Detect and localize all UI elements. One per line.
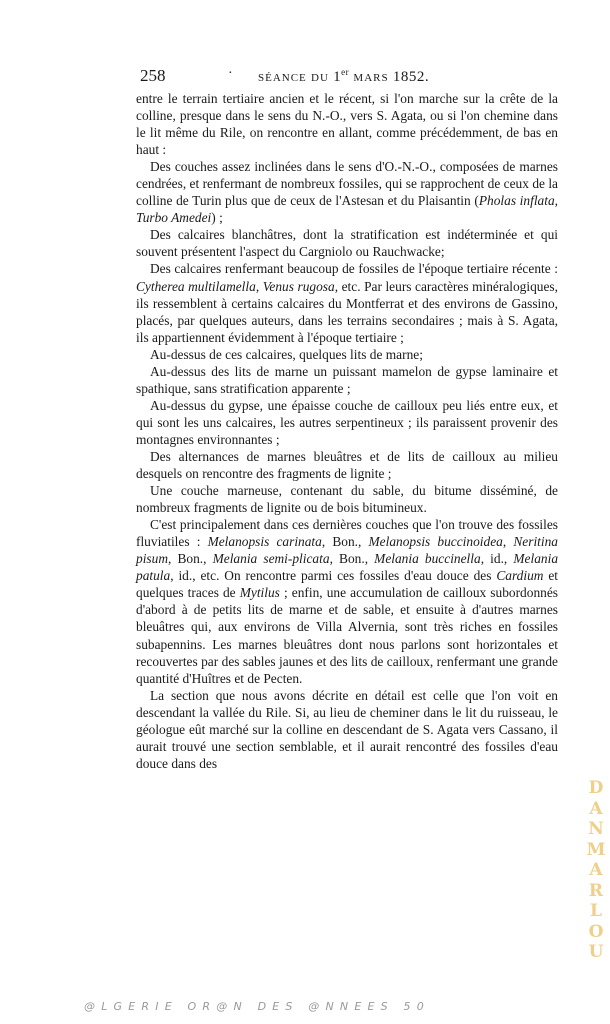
paragraph-10 (136, 516, 558, 686)
species-melania-semi-plicata: Melania semi-plicata (212, 551, 330, 567)
paragraph-7: Au-dessus du gypse, une épaisse couche de cailloux peu liés entre eux, et qui sont les uns calcaires, les autres serpentineux ; ils paraissent provenir des montagnes environnantes ; (136, 397, 558, 447)
paragraph-2 (136, 158, 558, 226)
paragraph-10-t8: ; enfin, une accumulation de cailloux subordonnés d'abord à de petits lits de marne et de sable, et ensuite à d'autres marnes bleuâtres qui, aux environs de Villa Alvernia, sont très riches en fossiles subapennins. Les marnes bleuâtres dont nous parlons sont horizontales et recouvertes par des sables jaunes et des lits de cailloux, renfermant une grande quantité d'Huîtres et de Pecten. (136, 585, 558, 686)
species-cytherea: Cytherea multilamella (136, 278, 256, 294)
paragraph-2-text: Des couches assez inclinées dans le sens d'O.-N.-O., composées de marnes cendrées, et renfermant de nombreux fossiles, qui se rapprochent de ceux de la colline de Turin plus que de ceux de l'Astesan et du Plaisantin (136, 159, 558, 209)
species-mytilus: Mytilus (239, 585, 280, 601)
paragraph-6: Au-dessus des lits de marne un puissant mamelon de gypse laminaire et spathique, sans stratification apparente ; (136, 363, 558, 396)
paragraph-9: Une couche marneuse, contenant du sable, du bitume disséminé, de nombreux fragments de lignite ou de bois bitumineux. (136, 483, 558, 516)
species-melania-buccinella: Melania buccinella (374, 551, 481, 567)
paragraph-10-t7: et quelques traces de (136, 568, 558, 601)
running-head-day: 1 (333, 69, 342, 85)
paragraph-4-rest: , etc. Par leurs caractères minéralogiques, ils ressemblent à certains calcaires du Montferrat et des environs de Gassino, placés, par quelques auteurs, dans les terrains secondaires ; mais à S. Agata, ils appartiennent évidemment à l'époque tertiaire ; (136, 278, 558, 345)
species-melania-patula: Melania patula (136, 551, 559, 584)
species-pholas-turbo: Pholas inflata, Turbo Amedei (136, 193, 558, 226)
running-head-year: 1852. (392, 69, 430, 85)
paragraph-5: Au-dessus de ces calcaires, quelques lits de marne; (150, 346, 423, 362)
paragraph-2-paren-open: ( (470, 193, 479, 209)
paragraph-4-text: Des calcaires renfermant beaucoup de fossiles de l'époque tertiaire récente : (150, 261, 558, 277)
paragraph-11: La section que nous avons décrite en détail est celle que l'on voit en descendant la vallée du Rile. Si, au lieu de cheminer dans le lit du ruisseau, le géologue eût marché sur la colline en descendant de S. Agata vers Cassano, il aurait trouvé une section semblable, et il aurait rencontré des fossiles d'eau douce dans des (136, 687, 558, 771)
paragraph-10-t3: , Bon., (168, 551, 213, 567)
paragraph-10-text: C'est principalement dans ces dernières couches que l'on trouve des fossiles fluviatiles : (136, 517, 558, 550)
species-venus: Venus rugosa (262, 278, 335, 294)
paragraph-8: Des alternances de marnes bleuâtres et de lits de cailloux au milieu desquels on rencontre des fragments de lignite ; (136, 448, 558, 482)
species-cardium: Cardium (496, 568, 544, 584)
body-text (136, 90, 558, 772)
running-head-seance: SÉANCE (258, 72, 307, 84)
page-number: 258 (140, 66, 166, 85)
paragraph-10-t2: , (502, 534, 514, 550)
paragraph-2-paren-close: ) ; (211, 210, 223, 226)
species-melanopsis-buccinoidea: Melanopsis buccinoidea (368, 534, 503, 550)
page-header (140, 66, 556, 88)
running-head-month: MARS (353, 72, 389, 84)
running-head-du: DU (311, 72, 329, 84)
paragraph-4-sep: , (255, 278, 263, 294)
paragraph-1: entre le terrain tertiaire ancien et le récent, si l'on marche sur la crête de la colline, presque dans le sens du N.-O., vers S. Agata, ou si l'on chemine dans le lit même du Rile, on rencontre en allant, comme précédemment, de bas en haut : (136, 91, 558, 158)
footer-watermark: @LGERIE OR@N DES @NNEES 50 (84, 1000, 430, 1013)
paragraph-10-t1: , Bon., (321, 534, 369, 550)
paragraph-10-t4: , Bon., (329, 551, 375, 567)
species-neritina-pisum: Neritina pisum (136, 534, 558, 567)
paragraph-10-t5: , id., (480, 551, 514, 567)
paragraph-3: Des calcaires blanchâtres, dont la stratification est indéterminée et qui souvent présentent l'aspect du Cargniolo ou Rauchwacke; (136, 227, 558, 260)
paragraph-10-t6: , id., etc. On rencontre parmi ces fossiles d'eau douce des (170, 568, 497, 584)
running-head (258, 67, 429, 86)
species-melanopsis-carinata: Melanopsis carinata (207, 534, 322, 550)
running-head-day-suffix: er (341, 67, 350, 77)
side-watermark: DANMARLOU (586, 778, 606, 962)
header-dot: · (228, 66, 233, 81)
paragraph-4 (136, 260, 558, 345)
